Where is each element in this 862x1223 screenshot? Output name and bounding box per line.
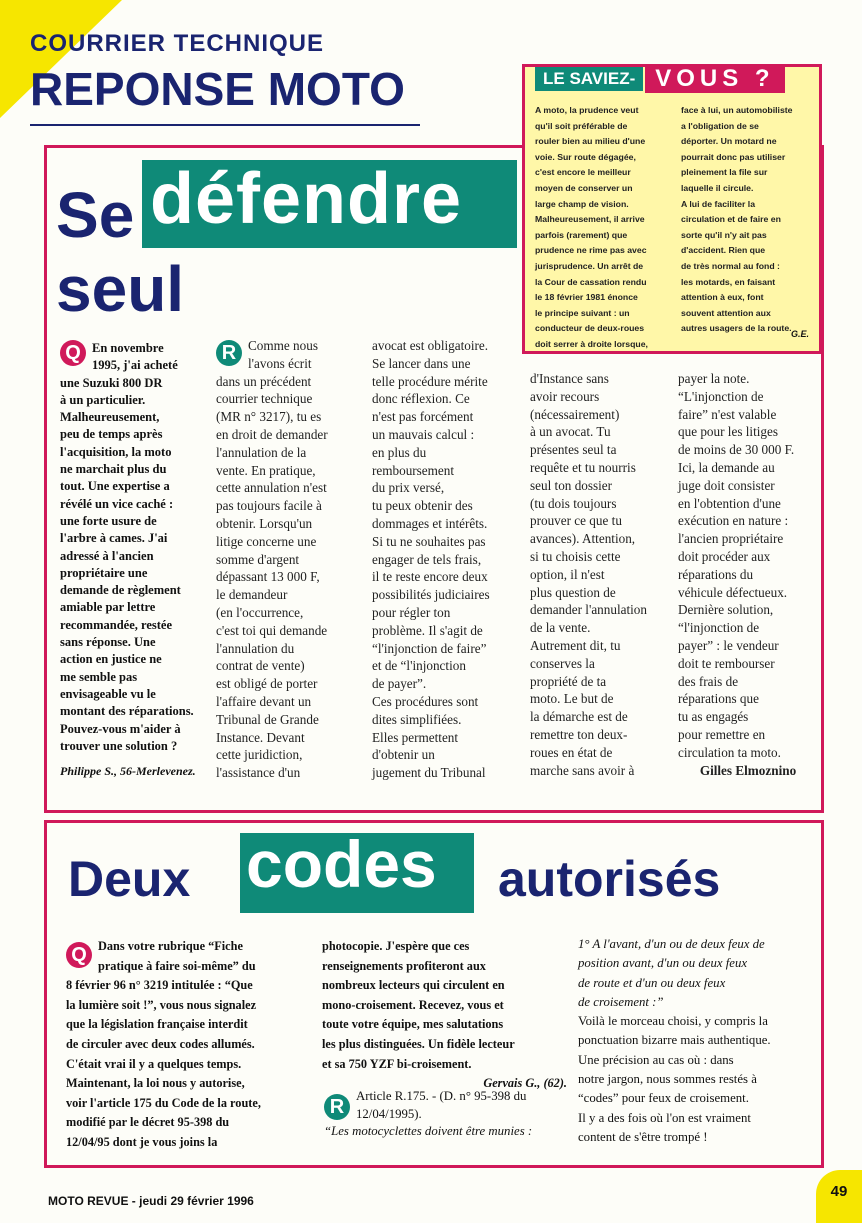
text-line: il te reste encore deux [372, 569, 488, 585]
text-line: ponctuation bizarre mais authentique. [578, 1033, 771, 1048]
article1-question [60, 340, 200, 780]
text-line: Comme nous [248, 338, 318, 353]
text-line: modifié par le décret 95-398 du [66, 1115, 230, 1130]
text-line: à un particulier. [60, 392, 146, 407]
text-line: propriété de ta [530, 673, 607, 689]
text-line: parfois (rarement) que [535, 229, 628, 240]
text-line: jurisprudence. Un arrêt de [535, 260, 644, 271]
text-line: somme d'argent [216, 551, 300, 567]
text-line: que la législation française interdit [66, 1017, 248, 1032]
article1-title-highlight: défendre [150, 159, 463, 239]
text-line: payer” : le vendeur [678, 637, 779, 653]
text-line: Tribunal de Grande [216, 711, 319, 727]
text-line: doit procéder aux [678, 548, 771, 564]
text-line: Article R.175. - (D. n° 95-398 du [356, 1089, 527, 1103]
text-line: Malheureusement, il arrive [535, 214, 645, 225]
text-line: propriétaire une [60, 565, 148, 580]
text-line: l'ancien propriétaire [678, 531, 784, 547]
text-line: photocopie. J'espère que ces [322, 939, 470, 953]
article2-answer-1 [324, 1088, 564, 1141]
text-line: de payer”. [372, 676, 427, 692]
answer-icon-2: R [324, 1094, 350, 1120]
text-line: circulation ta moto. [678, 744, 781, 760]
text-line: courrier technique [216, 391, 313, 407]
text-line: voie. Sur route dégagée, [535, 151, 636, 162]
article2-title-highlight: codes [246, 827, 437, 901]
text-line: vente. En pratique, [216, 462, 316, 478]
text-line: présentes seul ta [530, 442, 617, 458]
text-line: attention à eux, font [681, 292, 764, 303]
text-line: 8 février 96 n° 3219 intitulée : “Que [66, 978, 253, 993]
text-line: 12/04/1995). [356, 1106, 422, 1121]
text-line: l'arbre à cames. J'ai [60, 531, 168, 546]
text-line: moyen de conserver un [535, 182, 633, 193]
text-line: en l'obtention d'une [678, 495, 781, 511]
question-cont-lines [322, 937, 567, 1074]
question-lines [60, 340, 200, 755]
text-line: Voilà le morceau choisi, y compris la [578, 1014, 768, 1029]
text-line: donc réflexion. Ce [372, 391, 470, 407]
text-line: le demandeur [216, 587, 288, 603]
text-line: demande de règlement [60, 583, 181, 598]
text-line: prudence ne rime pas avec [535, 245, 647, 256]
text-line: rouler bien au milieu d'une [535, 136, 646, 147]
text-line: avances). Attention, [530, 531, 636, 547]
text-line: contrat de vente) [216, 658, 305, 674]
text-line: de la vente. [530, 620, 591, 636]
text-line: requête et tu nourris [530, 459, 636, 475]
col5-lines [678, 370, 818, 762]
text-line: notre jargon, nous sommes restés à [578, 1072, 757, 1087]
text-line: véhicule défectueux. [678, 584, 788, 600]
text-line: moto. Le but de [530, 691, 614, 707]
text-line: Elles permettent [372, 729, 459, 745]
text-line: (nécessairement) [530, 406, 620, 422]
text-line: cette juridiction, [216, 747, 303, 763]
text-line: la démarche est de [530, 709, 628, 725]
text-line: l'annulation de la [216, 444, 307, 460]
text-line: doit serrer à droite lorsque, [535, 338, 648, 349]
article1-col-3 [372, 337, 522, 782]
text-line: déporter. Un motard ne [681, 136, 777, 147]
sidebox-signature: G.E. [790, 329, 809, 339]
text-line: la Cour de cassation rendu [535, 276, 647, 287]
text-line: Autrement dit, tu [530, 637, 621, 653]
text-line: une forte usure de [60, 513, 157, 528]
text-line: Si tu ne souhaites pas [372, 533, 486, 549]
text-line: cette annulation n'est [216, 480, 327, 496]
text-line: pour remettre en [678, 726, 766, 742]
text-line: Malheureusement, [60, 410, 160, 425]
answer2-italic-lines [578, 935, 818, 1012]
text-line: pleinement la file sur [681, 167, 768, 178]
text-line: avocat est obligatoire. [372, 338, 489, 353]
text-line: “L'injonction de [678, 388, 764, 404]
text-line: Ici, la demande au [678, 459, 775, 475]
text-line: pour régler ton [372, 604, 451, 620]
text-line: “l'injonction de faire” [372, 640, 487, 656]
text-line: obtenir. Lorsqu'un [216, 515, 313, 531]
article1-col-2 [216, 337, 366, 782]
text-line: dites simplifiées. [372, 711, 462, 727]
text-line: l'avons écrit [248, 355, 312, 371]
sidebox-label-1: LE SAVIEZ- [535, 67, 643, 91]
text-line: juge doit consister [678, 477, 775, 493]
question-icon: Q [60, 340, 86, 366]
text-line: l'assistance d'un [216, 765, 301, 781]
text-line: (MR n° 3217), tu es [216, 409, 322, 425]
text-line: adressé à l'ancien [60, 548, 154, 563]
text-line: et de “l'injonction [372, 658, 466, 674]
text-line: souvent attention aux [681, 307, 771, 318]
text-line: engager de tels frais, [372, 551, 482, 567]
text-line: position avant, d'un ou deux feux [578, 956, 748, 971]
text-line: option, il n'est [530, 566, 605, 582]
text-line: de circuler avec deux codes allumés. [66, 1036, 255, 1051]
text-line: laquelle il circule. [681, 182, 754, 193]
text-line: dommages et intérêts. [372, 515, 488, 531]
text-line: qu'il soit préférable de [535, 120, 628, 131]
text-line: en droit de demander [216, 426, 328, 442]
article2-question-cont [322, 937, 567, 1094]
text-line: prouver ce que tu [530, 513, 622, 529]
text-line: dans un précédent [216, 373, 312, 389]
text-line: Se lancer dans une [372, 355, 471, 371]
text-line: autres usagers de la route. [681, 323, 792, 334]
text-line: A moto, la prudence veut [535, 105, 639, 115]
article2-title-autorises: autorisés [498, 851, 721, 907]
text-line: toute votre équipe, mes salutations [322, 1017, 504, 1032]
text-line: d'obtenir un [372, 747, 435, 763]
text-line: Une précision au cas où : dans [578, 1052, 734, 1067]
text-line: problème. Il s'agit de [372, 622, 483, 638]
text-line: content de s'être trompé ! [578, 1129, 708, 1144]
footer-text: MOTO REVUE - jeudi 29 février 1996 [48, 1194, 254, 1208]
text-line: une Suzuki 800 DR [60, 375, 163, 390]
text-line: amiable par lettre [60, 600, 156, 615]
text-line: Ces procédures sont [372, 693, 479, 709]
page-number: 49 [816, 1170, 862, 1223]
article1-signature: Gilles Elmoznino [699, 762, 797, 778]
text-line: Pouvez-vous m'aider à [60, 721, 181, 736]
question-icon-2: Q [66, 942, 92, 968]
text-line: de route et d'un ou deux feux [578, 975, 726, 990]
text-line: Dernière solution, [678, 602, 774, 618]
text-line: la lumière soit !”, vous nous signalez [66, 997, 257, 1012]
text-line: si tu choisis cette [530, 548, 621, 564]
article2-title-deux: Deux [68, 851, 191, 907]
text-line: “l'injonction de [678, 620, 760, 636]
article2-question [66, 937, 316, 1153]
section-title: REPONSE MOTO [30, 63, 405, 115]
sidebox-header [535, 65, 785, 93]
text-line: conducteur de deux-roues [535, 323, 645, 334]
text-line: 12/04/95 dont je vous joins la [66, 1134, 218, 1149]
text-line: tu peux obtenir des [372, 498, 473, 514]
text-line: ne marchait plus du [60, 462, 167, 477]
text-line: l'annulation du [216, 640, 295, 656]
text-line: doit te rembourser [678, 655, 775, 671]
text-line: jugement du Tribunal [372, 765, 486, 781]
text-line: plus question de [530, 584, 616, 600]
section-header: COURRIER TECHNIQUE [30, 30, 325, 57]
text-line: que pour les litiges [678, 424, 778, 440]
text-line: de très normal au fond : [681, 260, 780, 271]
text-line: c'est encore le meilleur [535, 167, 631, 178]
text-line: 1° A l'avant, d'un ou de deux feux de [578, 937, 765, 951]
sidebox-did-you-know [522, 64, 822, 354]
text-line: possibilités judiciaires [372, 587, 490, 603]
text-line: marche sans avoir à [530, 762, 635, 778]
text-line: c'est toi qui demande [216, 622, 328, 638]
text-line: “Les motocyclettes doivent être munies : [324, 1124, 533, 1138]
article1-col-4 [530, 370, 675, 779]
question2-signature: Gervais G., (62). [483, 1076, 567, 1091]
text-line: tu as engagés [678, 709, 749, 725]
text-line: circulation et de faire en [681, 214, 781, 225]
text-line: recommandée, restée [60, 617, 172, 632]
text-line: sorte qu'il n'y ait pas [681, 229, 767, 240]
text-line: un mauvais calcul : [372, 426, 475, 442]
text-line: (tu dois toujours [530, 495, 617, 511]
text-line: faire” n'est valable [678, 406, 777, 422]
article1-col-5 [678, 370, 818, 779]
text-line: l'affaire devant un [216, 693, 312, 709]
text-line: le principe suivant : un [535, 307, 630, 318]
text-line: trouver une solution ? [60, 738, 178, 753]
text-line: seul ton dossier [530, 477, 613, 493]
answer2-lines [578, 1012, 818, 1147]
text-line: nombreux lecteurs qui circulent en [322, 978, 505, 993]
text-line: le 18 février 1981 énonce [535, 292, 638, 303]
text-line: A lui de faciliter la [681, 198, 756, 209]
text-line: et sa 750 YZF bi-croisement. [322, 1056, 472, 1071]
text-line: remboursement [372, 462, 455, 478]
text-line: voir l'article 175 du Code de la route, [66, 1095, 261, 1110]
text-line: roues en état de [530, 744, 613, 760]
text-line: pas toujours facile à [216, 498, 322, 514]
text-line: peu de temps après [60, 427, 163, 442]
text-line: d'accident. Rien que [681, 245, 766, 256]
text-line: tout. Une expertise a [60, 479, 170, 494]
article2-answer-2 [578, 935, 818, 1147]
text-line: des frais de [678, 673, 739, 689]
text-line: pratique à faire soi-même” du [98, 958, 256, 973]
text-line: en plus du [372, 444, 427, 460]
text-line: Instance. Devant [216, 729, 305, 745]
article1-title-seul: seul [56, 253, 185, 325]
text-line: large champ de vision. [535, 198, 629, 209]
text-line: 1995, j'ai acheté [92, 358, 178, 373]
text-line: réparations du [678, 566, 754, 582]
question-signature: Philippe S., 56-Merlevenez. [60, 764, 196, 779]
text-line: de moins de 30 000 F. [678, 442, 795, 458]
text-line: révélé un vice caché : [60, 496, 174, 511]
text-line: En novembre [92, 341, 164, 355]
answer-icon: R [216, 340, 242, 366]
text-line: mono-croisement. Recevez, vous et [322, 997, 504, 1012]
text-line: action en justice ne [60, 652, 162, 667]
text-line: payer la note. [678, 371, 750, 386]
text-line: remettre ton deux- [530, 726, 628, 742]
sidebox-label-2: VOUS ? [645, 65, 784, 93]
text-line: telle procédure mérite [372, 373, 488, 389]
text-line: sans réponse. Une [60, 635, 156, 650]
header-divider [30, 124, 420, 126]
text-line: du prix versé, [372, 480, 445, 496]
text-line: exécution en nature : [678, 513, 789, 529]
text-line: litige concerne une [216, 533, 317, 549]
text-line: demander l'annulation [530, 602, 647, 618]
text-line: à un avocat. Tu [530, 424, 611, 440]
text-line: a l'obligation de se [681, 120, 759, 131]
text-line: réparations que [678, 691, 759, 707]
text-line: me semble pas [60, 669, 138, 684]
text-line: (en l'occurrence, [216, 604, 304, 620]
text-line: est obligé de porter [216, 676, 318, 692]
text-line: dépassant 13 000 F, [216, 569, 320, 585]
text-line: l'acquisition, la moto [60, 444, 172, 459]
text-line: les plus distinguées. Un fidèle lecteur [322, 1036, 515, 1051]
text-line: les motards, en faisant [681, 276, 776, 287]
text-line: montant des réparations. [60, 704, 194, 719]
text-line: Il y a des fois où l'on est vraiment [578, 1110, 751, 1125]
text-line: pourrait donc pas utiliser [681, 151, 786, 162]
text-line: n'est pas forcément [372, 409, 474, 425]
text-line: avoir recours [530, 388, 600, 404]
text-line: C'était vrai il y a quelques temps. [66, 1056, 242, 1071]
text-line: Maintenant, la loi nous y autorise, [66, 1076, 245, 1091]
text-line: Dans votre rubrique “Fiche [98, 939, 243, 953]
text-line: conserves la [530, 655, 595, 671]
text-line: face à lui, un automobiliste [681, 105, 793, 115]
text-line: renseignements profiteront aux [322, 958, 486, 973]
answer1-lines [324, 1088, 564, 1141]
article1-title-se: Se [56, 179, 135, 251]
sidebox-col-2 [681, 103, 793, 337]
text-line: de croisement :” [578, 994, 664, 1009]
text-line: envisageable vu le [60, 686, 156, 701]
text-line: d'Instance sans [530, 371, 609, 386]
text-line: “codes” pour feux de croisement. [578, 1091, 749, 1106]
sidebox-col-1 [535, 103, 648, 353]
